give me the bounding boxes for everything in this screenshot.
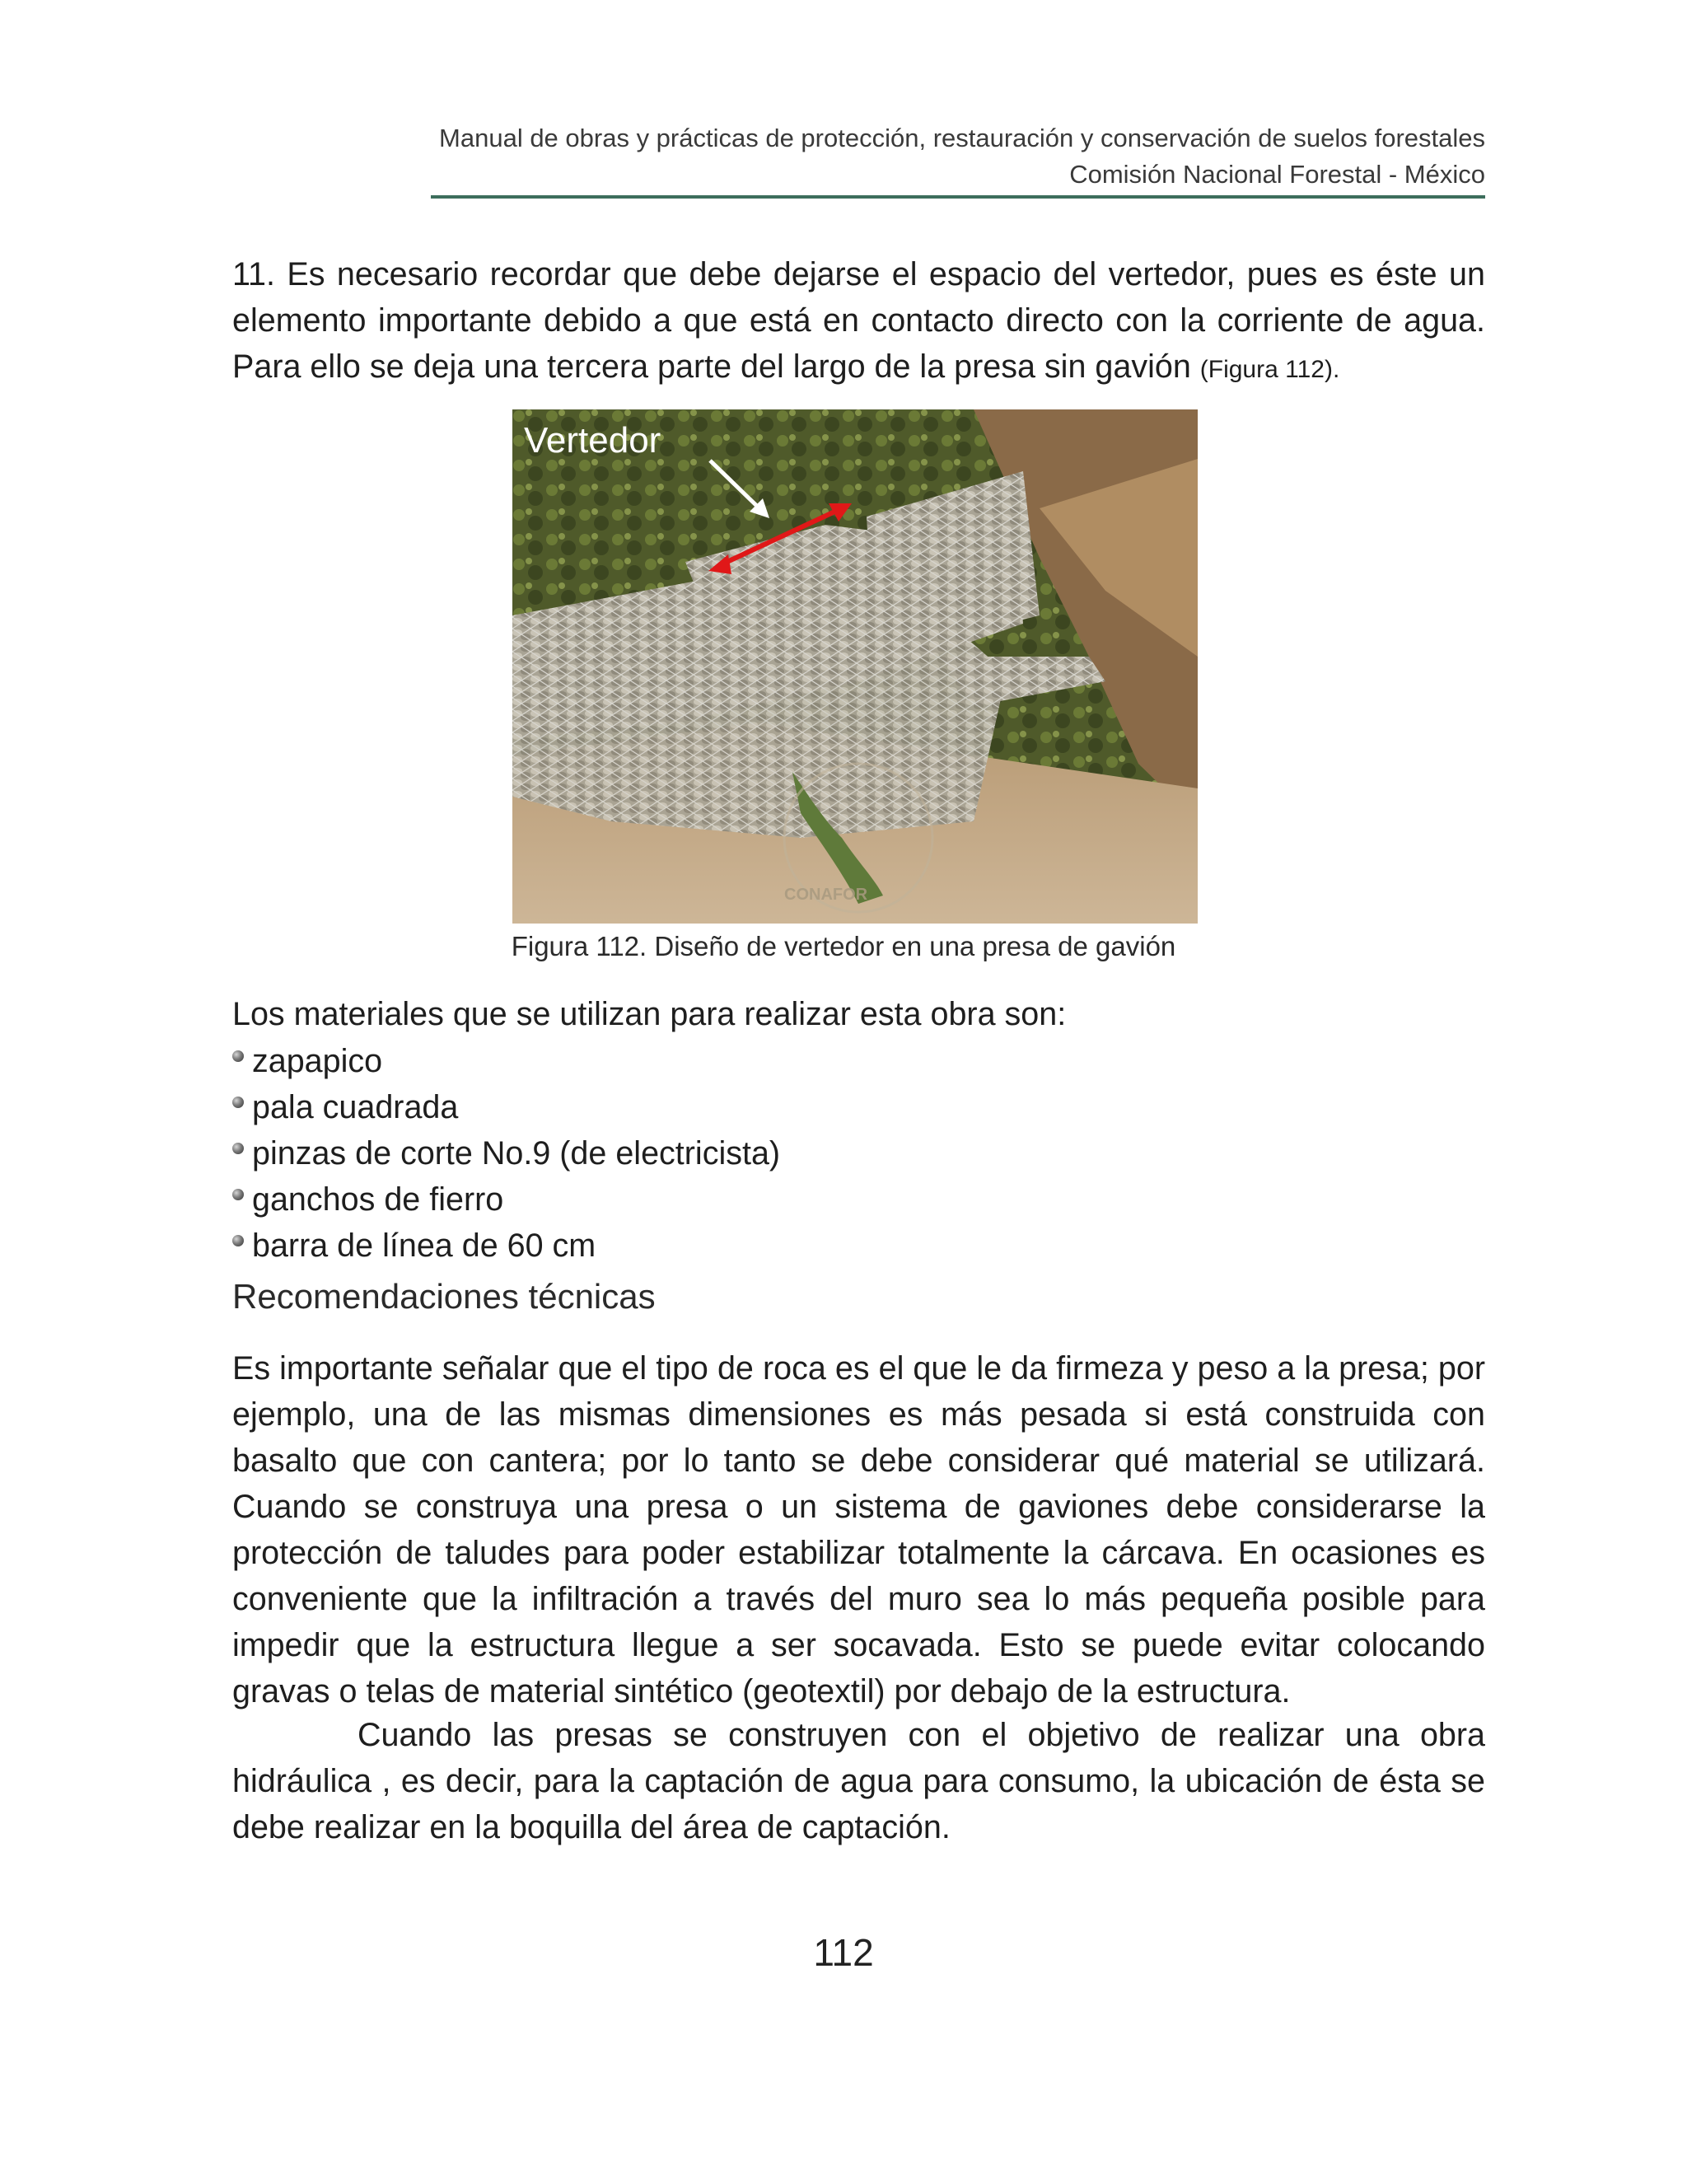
list-item-text: zapapico [252,1043,383,1079]
list-item [232,1223,780,1269]
list-item-text: pala cuadrada [252,1089,459,1125]
list-item-text: ganchos de fierro [252,1181,504,1218]
materials-list [232,1038,780,1269]
running-header [439,120,1485,193]
bullet-icon [232,1143,244,1154]
section-title-recommendations: Recomendaciones técnicas [232,1277,656,1316]
list-item [232,1084,780,1130]
materials-intro: Los materiales que se utilizan para realizar esta obra son: [232,996,1067,1032]
figure-reference: (Figura 112). [1199,356,1340,383]
bullet-icon [232,1050,244,1062]
header-manual-title: Manual de obras y prácticas de protección, restauración y conservación de suelos forestales [439,124,1485,152]
recommendations-paragraph-2: Cuando las presas se construyen con el objetivo de realizar una obra hidráulica , es decir, para la captación de agua para consumo, la ubicación de ésta se debe realizar en la boquilla del área de captación. [232,1717,1485,1845]
paragraph-step-11 [232,251,1485,393]
gabion-photo-illustration [512,409,1198,924]
list-item [232,1176,780,1223]
figure-gabion-dam-photo [512,409,1198,924]
vertedor-label: Vertedor [524,420,661,461]
bullet-icon [232,1097,244,1108]
list-item [232,1130,780,1176]
page-number: 112 [813,1931,874,1974]
header-institution: Comisión Nacional Forestal - México [1069,160,1485,189]
header-divider [431,195,1485,199]
paragraph-step-11-text: 11. Es necesario recordar que debe dejarse el espacio del vertedor, pues es éste un elemento importante debido a que está en contacto directo con la corriente de agua. Para ello se deja una tercera parte del largo de la presa sin gavión [232,256,1485,385]
bullet-icon [232,1189,244,1200]
watermark-text: CONAFOR [784,886,868,904]
list-item-text: pinzas de corte No.9 (de electricista) [252,1135,781,1172]
list-item-text: barra de línea de 60 cm [252,1228,596,1264]
list-item [232,1038,780,1084]
bullet-icon [232,1235,244,1246]
recommendations-paragraph-1: Es importante señalar que el tipo de roca es el que le da firmeza y peso a la presa; por ejemplo, una de las mismas dimensiones es más pesada si está construida con basalto que con cantera; por lo tanto se debe considerar qué material se utilizará. Cuando se construya una presa o un sistema de gaviones debe considerarse la protección de taludes para poder estabilizar totalmente la cárcava. En ocasiones es conveniente que la infiltración a través del muro sea lo más pequeña posible para impedir que la estructura llegue a ser socavada. Esto se puede evitar colocando gravas o telas de material sintético (geotextil) por debajo de la estructura. [232,1350,1485,1709]
figure-caption: Figura 112. Diseño de vertedor en una presa de gavión [511,931,1176,961]
